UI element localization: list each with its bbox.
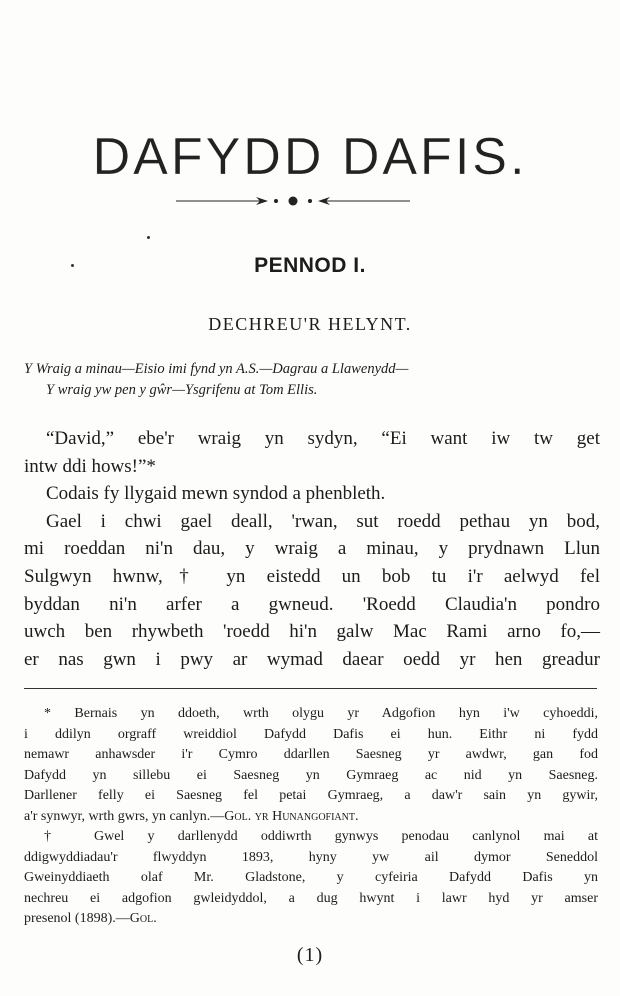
footnotes xyxy=(24,704,598,930)
body-line: Sulgwyn hwnw,† yn eistedd un bob tu i'r aelwyd fel xyxy=(24,565,600,587)
footnote-signature: Gol. yr Hunangofiant. xyxy=(224,808,359,824)
footnote-line xyxy=(24,807,598,828)
footnote-line: Dafydd yn sillebu ei Saesneg yn Gymraeg ac nid yn Saesneg. xyxy=(24,767,598,783)
ink-speck xyxy=(147,236,150,239)
footnote-rule xyxy=(24,688,597,689)
body-line: “David,” ebe'r wraig yn sydyn, “Ei want iw tw get xyxy=(46,428,600,449)
footnote-line: Darllener felly ei Saesneg fel petai Gymraeg, a daw'r sain yn gywir, xyxy=(24,788,598,803)
chapter-summary xyxy=(24,359,600,401)
body-text xyxy=(24,425,600,673)
footnote-line: ddigwyddiadau'r flwyddyn 1893, hyny yw ail dymor Seneddol xyxy=(24,849,598,865)
footnote-line: Gweinyddiaeth olaf Mr. Gladstone, y cyfeiria Dafydd Dafis yn xyxy=(24,870,598,885)
body-line: Gael i chwi gael deall, 'rwan, sut roedd pethau yn bod, xyxy=(46,510,600,532)
footnote-line: * Bernais yn ddoeth, wrth olygu yr Adgofion hyn i'w cyhoeddi, xyxy=(44,706,598,721)
chapter-title: DECHREU'R HELYNT. xyxy=(208,314,412,334)
footnote-line: nechreu ei adgofion gwleidyddol, a dug hwynt i lawr hyd yr amser xyxy=(24,890,598,906)
footnote-line: † Gwel y darllenydd oddiwrth gynwys penodau canlynol mai at xyxy=(44,829,598,844)
footnote-line: nemawr anhawsder i'r Cymro ddarllen Saesneg yr awdwr, gan fod xyxy=(24,747,598,762)
book-title: DAFYDD DAFIS. xyxy=(92,127,528,186)
summary-line: Y wraig yw pen y gŵr—Ysgrifenu at Tom Ellis. xyxy=(46,382,318,398)
summary-line: Y Wraig a minau—Eisio imi fynd yn A.S.—Dagrau a Llawenydd— xyxy=(24,361,409,377)
ornament-divider-icon xyxy=(176,193,410,209)
body-line: byddan ni'n arfer a gwneud. 'Roedd Claudia'n pondro xyxy=(24,593,600,615)
chapter-heading: PENNOD I. xyxy=(254,254,366,277)
footnote-text: presenol (1898).— xyxy=(24,911,130,926)
body-line: intw ddi hows!”* xyxy=(24,455,156,477)
body-line: uwch ben rhywbeth 'roedd hi'n galw Mac Rami arno fo,— xyxy=(24,621,600,643)
footnote-line: i ddilyn orgraff wreiddiol Dafydd Dafis ei hun. Eithr ni fydd xyxy=(24,726,598,742)
body-line: Codais fy llygaid mewn syndod a phenbleth. xyxy=(46,483,386,505)
footnote-text: a'r synwyr, wrth gwrs, yn canlyn.— xyxy=(24,808,225,824)
body-line: er nas gwn i pwy ar wymad daear oedd yr hen greadur xyxy=(24,648,600,670)
page-number: (1) xyxy=(296,944,324,966)
body-line: mi roeddan ni'n dau, y wraig a minau, y prydnawn Llun xyxy=(24,538,600,560)
footnote-signature: Gol. xyxy=(129,911,157,926)
footnote-line xyxy=(24,909,598,930)
